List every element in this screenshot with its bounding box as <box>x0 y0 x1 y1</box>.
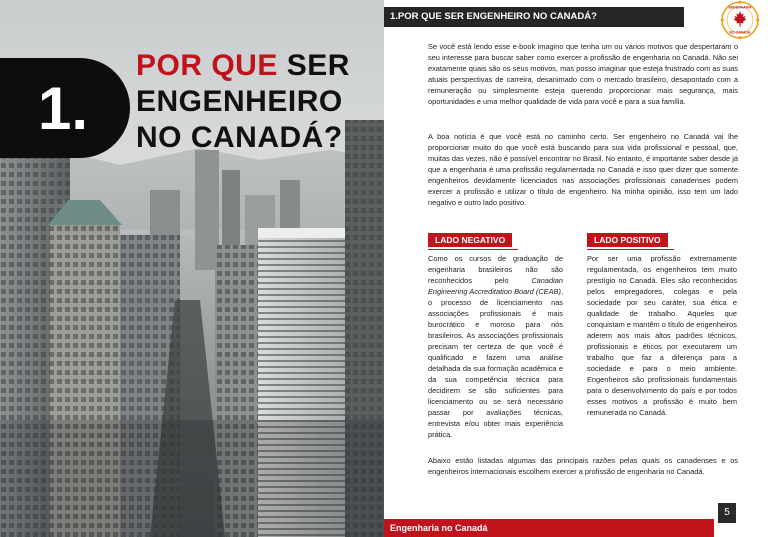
positive-side-label: LADO POSITIVO <box>587 233 668 247</box>
ceab-name: Canadian Engineering Accreditation Board (CEAB) <box>428 276 563 296</box>
good-news-paragraph: A boa notícia é que você está no caminho certo. Ser engenheiro no Canadá vai lhe proporcionar muito do que você está buscando para sua vida profissional e pessoal, que, muitas das vezes, não é possível encontrar no Brasil. No entanto, é importante saber desde já que a engenharia é uma profissão regulamentada no Canadá e isso quer dizer que somente engenheiros devidamente licenciados nas associações profissionais canadenses podem exercer a profissão e utilizar o título de engenheiro. Na minha opinião, isso tem um lado negativo e outro lado positivo. <box>428 132 738 207</box>
cover-title-accent: POR QUE <box>136 49 278 82</box>
cover-title-line-3: NO CANADÁ? <box>136 121 343 154</box>
cover-title <box>136 48 376 156</box>
chapter-number-badge <box>0 58 130 158</box>
content-page <box>384 0 768 537</box>
positive-side-text: Por ser uma profissão extremamente regulamentada, os engenheiros tem muito prestígio no Canadá. Eles são reconhecidos pelos empregadores, colegas e pela sociedade por seu caráter, sua ética e qualidade de trabalho. Aqueles que conquistam e mantêm o título de engenheiros aderem aos mais altos padrões técnicos, profissionais e éticos por executarem um trabalho que faz a diferença para a sociedade e para o meio ambiente. Engenheiros são profissionais fundamentais para o desenvolvimento do país e por todos esses motivos a profissão é muito bem remunerada no Canadá. <box>587 254 737 417</box>
section-header: 1.POR QUE SER ENGENHEIRO NO CANADÁ? <box>384 7 684 27</box>
negative-side-column <box>428 230 563 440</box>
cover-title-line-1 <box>136 48 376 84</box>
negative-text-part-2: , o processo de licenciamento nas associações profissionais é mais burocrático e moroso para nós brasileiros. As associações profissionais precisam ter certeza de que você é qualificado e fazem uma análise detalhada da sua formação acadêmica e da sua competência técnica para decidirem se são suficientes para licenciamento ou se será necessário passar por avaliações técnicas, entrevista e/ou obter mais experiência prática. <box>428 287 563 439</box>
intro-paragraph: Se você está lendo esse e-book imagino que tenha um ou vários motivos que despertaram o seu interesse para buscar saber como exercer a profissão de engenharia no Canadá. Não sei exatamente quais são os seus motivos, mas posso imaginar que esteja frustrado com as suas atuais perspectivas de carreira, desanimado com o mercado brasileiro, desapontado com a remuneração ou simplesmente esteja querendo proporcionar mais segurança, mais oportunidades e uma melhor qualidade de vida para você e para a sua família. <box>428 42 738 106</box>
negative-text-part-1: Como os cursos de graduação de engenharia brasileiros não são reconhecidos pelo <box>428 254 563 285</box>
negative-side-label: LADO NEGATIVO <box>428 233 512 247</box>
closing-paragraph: Abaixo estão listadas algumas das principais razões pelas quais os canadenses e os engenheiros internacionais escolhem exercer a profissão de engenharia no Canadá. <box>428 456 738 476</box>
footer-bar: Engenharia no Canadá <box>384 519 714 537</box>
cover-title-line-2: ENGENHEIRO <box>136 85 343 118</box>
logo-bottom-text: NO CANADÁ <box>729 30 751 35</box>
negative-side-text <box>428 253 563 440</box>
page-number: 5 <box>718 503 736 523</box>
chapter-number: 1. <box>37 74 89 142</box>
positive-side-column <box>587 230 737 418</box>
cover-title-rest: SER <box>277 49 350 82</box>
engenharia-no-canada-logo <box>720 0 760 40</box>
logo-top-text: ENGENHARIA <box>728 5 752 10</box>
